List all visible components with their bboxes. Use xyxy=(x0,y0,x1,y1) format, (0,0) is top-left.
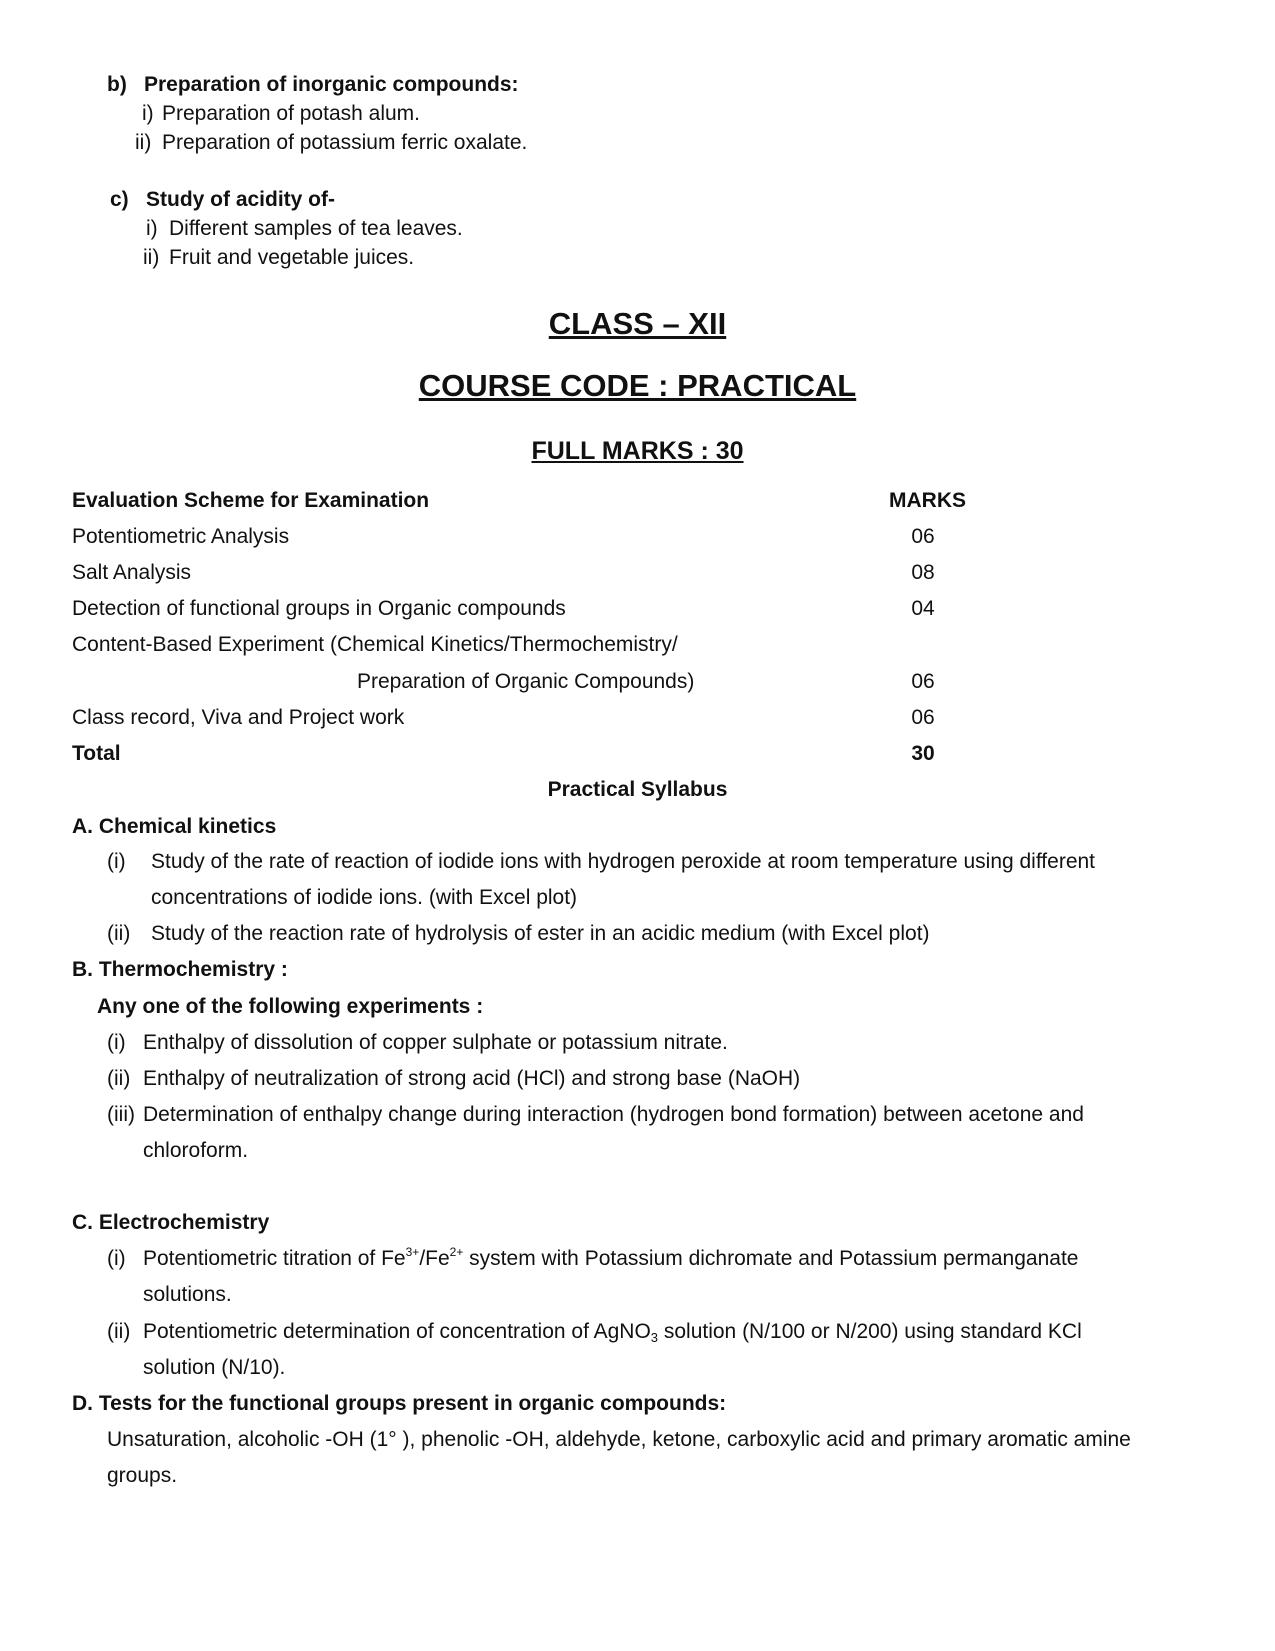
section-d-text: Unsaturation, alcoholic -OH (1° ), phenolic -OH, aldehyde, ketone, carboxylic acid and primary aromatic amine xyxy=(107,1428,1131,1451)
section-c-label: c) xyxy=(110,188,129,211)
evaluation-row-label-continued: Preparation of Organic Compounds) xyxy=(357,670,695,693)
subscript-count: 3 xyxy=(650,1330,659,1345)
section-b-item-text: Preparation of potash alum. xyxy=(162,102,420,125)
evaluation-row-label: Salt Analysis xyxy=(72,561,192,584)
section-a-title: A. Chemical kinetics xyxy=(72,815,277,838)
superscript-charge: 2+ xyxy=(449,1245,464,1259)
section-c-electro-item-text: Potentiometric determination of concentration of AgNO$_3$ solution (N/100 or N/200) using standard KCl xyxy=(143,1320,1082,1345)
section-c-electro-item-text-continued: solution (N/10). xyxy=(143,1356,286,1379)
section-c-electro-item-text-continued: solutions. xyxy=(143,1283,232,1306)
section-d-title: D. Tests for the functional groups present in organic compounds: xyxy=(72,1392,727,1415)
evaluation-row-marks: 08 xyxy=(911,561,935,584)
section-b-item-text: Preparation of potassium ferric oxalate. xyxy=(162,131,528,154)
section-c-electro-item-num: (ii) xyxy=(107,1320,131,1343)
class-heading: CLASS – XII xyxy=(548,306,727,341)
evaluation-total-marks: 30 xyxy=(911,742,935,765)
evaluation-row-label: Detection of functional groups in Organic compounds xyxy=(72,597,566,620)
evaluation-header-marks: MARKS xyxy=(889,489,966,512)
section-b-thermo-item-num: (ii) xyxy=(107,1067,131,1090)
section-b-item-num: ii) xyxy=(135,131,152,154)
section-a-item-text: Study of the reaction rate of hydrolysis of ester in an acidic medium (with Excel plot) xyxy=(151,922,930,945)
evaluation-row-label: Potentiometric Analysis xyxy=(72,525,290,548)
section-b-thermo-item-text-continued: chloroform. xyxy=(143,1139,249,1162)
evaluation-row-label: Class record, Viva and Project work xyxy=(72,706,405,729)
section-c-item-text: Different samples of tea leaves. xyxy=(169,217,463,240)
section-b-thermo-item-text: Enthalpy of dissolution of copper sulphate or potassium nitrate. xyxy=(143,1031,728,1054)
evaluation-row-marks: 06 xyxy=(911,670,935,693)
section-a-item-num: (ii) xyxy=(107,922,131,945)
section-c-item-text: Fruit and vegetable juices. xyxy=(169,246,415,269)
superscript-charge: 3+ xyxy=(405,1245,420,1259)
section-b-thermo-title: B. Thermochemistry : xyxy=(72,958,288,981)
course-code-heading: COURSE CODE : PRACTICAL xyxy=(418,368,857,403)
section-b-thermo-subtitle: Any one of the following experiments : xyxy=(97,995,484,1018)
section-b-thermo-item-num: (i) xyxy=(107,1031,126,1054)
section-b-title: Preparation of inorganic compounds: xyxy=(144,73,519,96)
evaluation-row-label: Content-Based Experiment (Chemical Kinetics/Thermochemistry/ xyxy=(72,633,678,656)
section-a-item-text: Study of the rate of reaction of iodide ions with hydrogen peroxide at room temperature using different xyxy=(151,850,1096,873)
section-a-item-text-continued: concentrations of iodide ions. (with Excel plot) xyxy=(151,886,578,909)
section-c-title: Study of acidity of- xyxy=(146,188,335,211)
section-b-item-num: i) xyxy=(142,102,154,125)
evaluation-row-marks: 04 xyxy=(911,597,935,620)
section-c-item-num: i) xyxy=(146,217,158,240)
section-b-label: b) xyxy=(107,73,127,96)
section-c-electro-title: C. Electrochemistry xyxy=(72,1211,270,1234)
section-c-item-num: ii) xyxy=(143,246,160,269)
section-d-text-continued: groups. xyxy=(107,1464,178,1487)
evaluation-row-marks: 06 xyxy=(911,706,935,729)
evaluation-row-marks: 06 xyxy=(911,525,935,548)
section-b-thermo-item-text: Determination of enthalpy change during interaction (hydrogen bond formation) between acetone and xyxy=(143,1103,1084,1126)
full-marks-heading: FULL MARKS : 30 xyxy=(531,437,744,465)
section-a-item-num: (i) xyxy=(107,850,126,873)
section-c-electro-item-num: (i) xyxy=(107,1247,126,1270)
evaluation-total-label: Total xyxy=(72,742,121,765)
section-b-thermo-item-text: Enthalpy of neutralization of strong acid (HCl) and strong base (NaOH) xyxy=(143,1067,801,1090)
syllabus-title: Practical Syllabus xyxy=(547,778,728,801)
section-b-thermo-item-num: (iii) xyxy=(107,1103,135,1126)
section-c-electro-item-text: Potentiometric titration of $Fe^{3+}/Fe^{2+}$ system with Potassium dichromate and Potassium permanganate xyxy=(143,1245,1079,1270)
evaluation-header-label: Evaluation Scheme for Examination xyxy=(72,489,430,512)
